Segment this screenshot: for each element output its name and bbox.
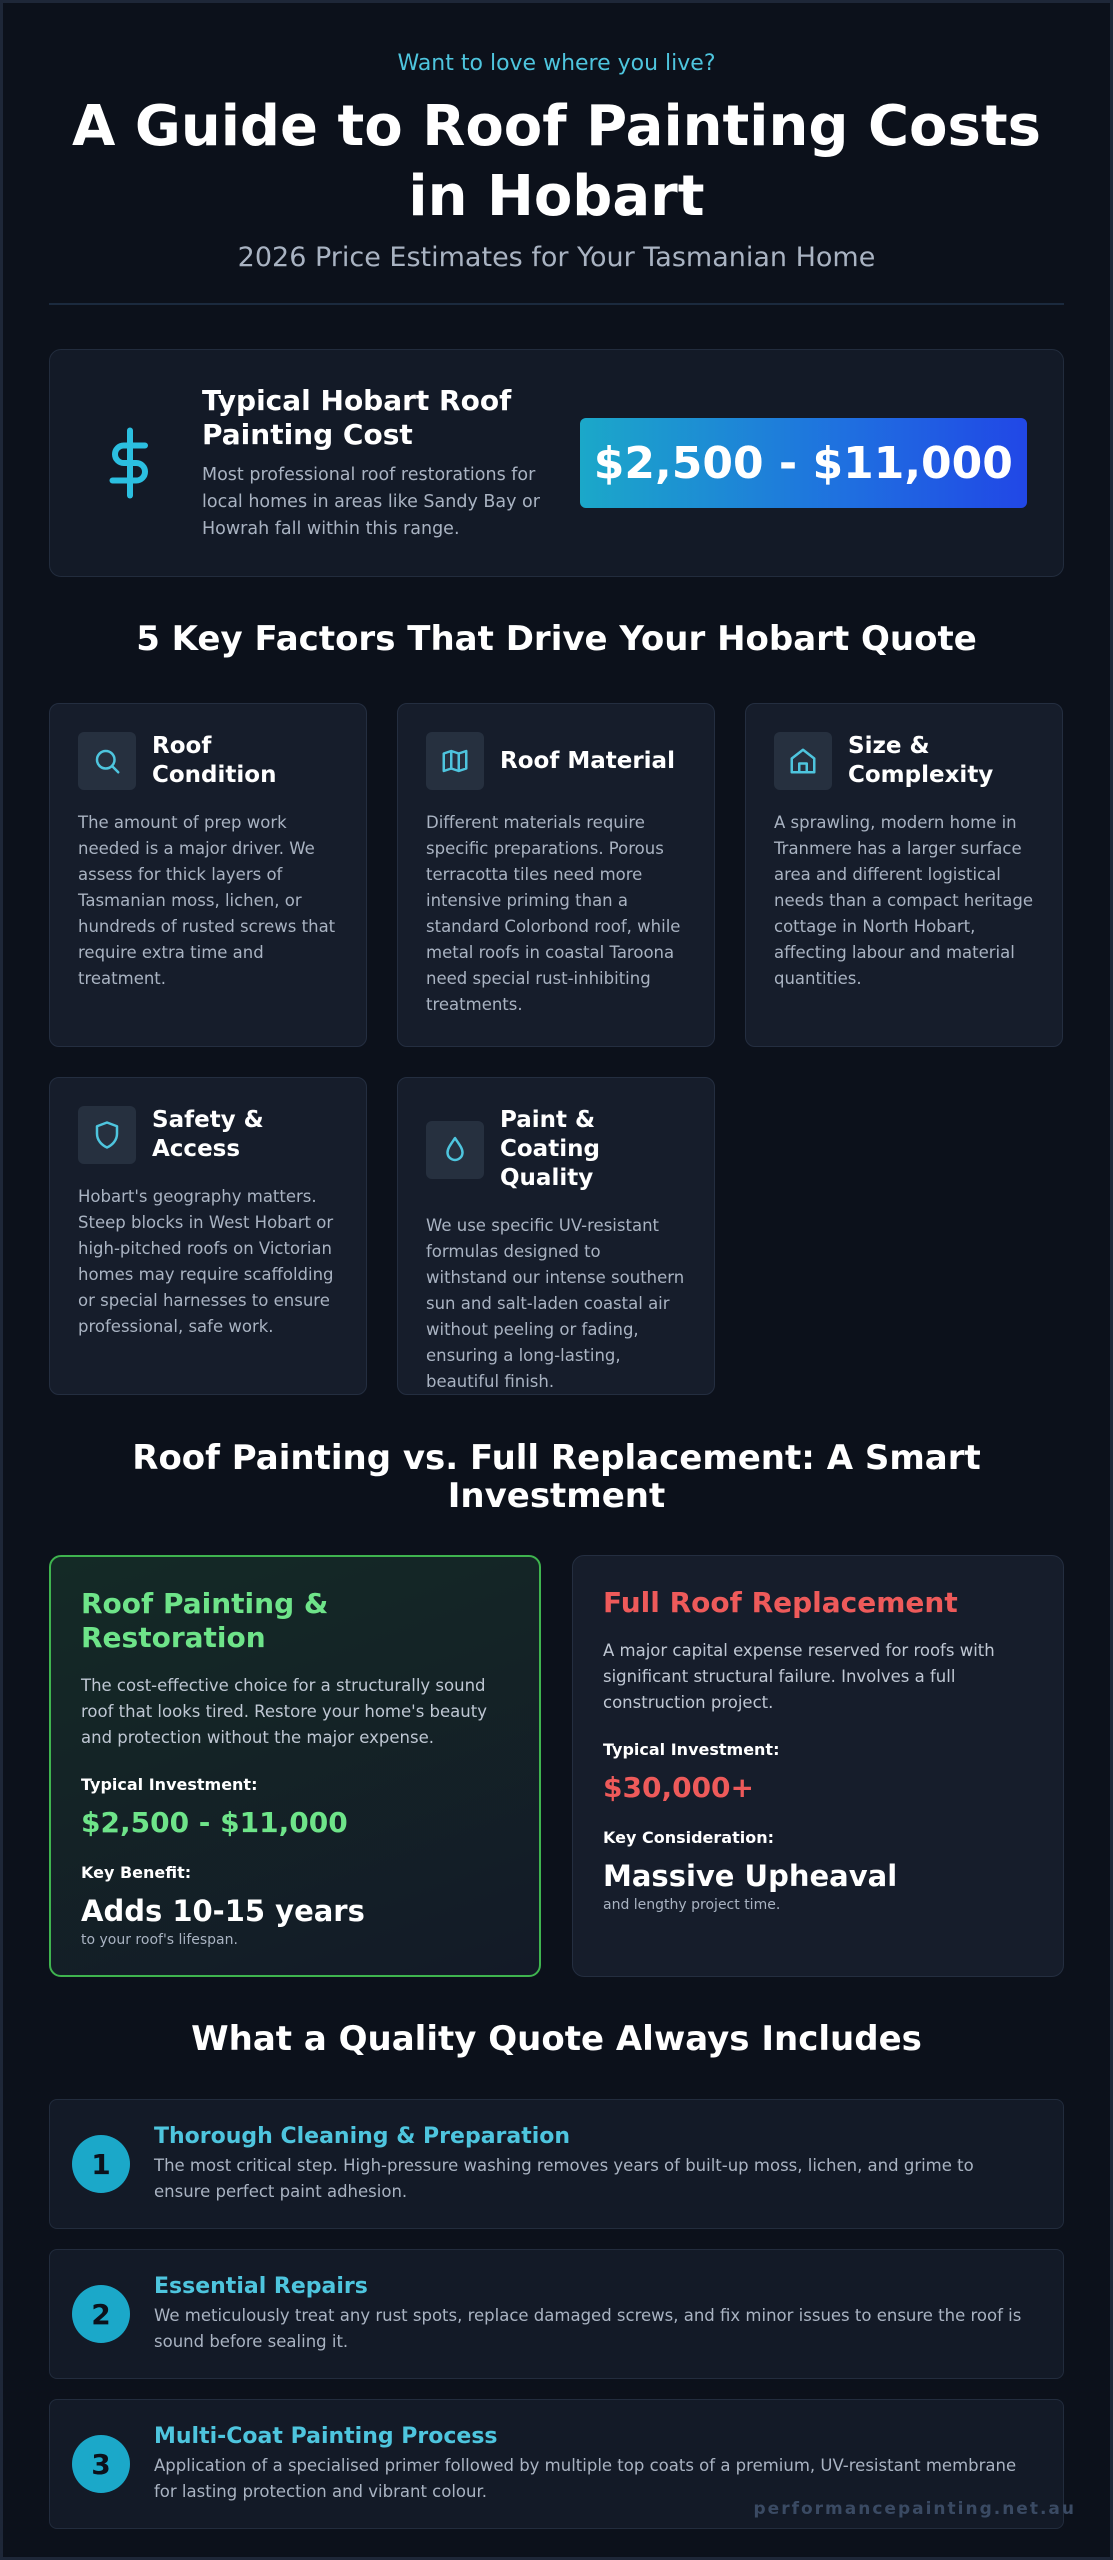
step-number: 2 [72,2285,130,2343]
factor-text: Different materials require specific preparations. Porous terracotta tiles need more intensive priming than a standard Colorbond roof, while metal roofs in coastal Taroona need special rust-inhibiting treatments. [426,813,681,1014]
step-title: Essential Repairs [154,2273,368,2299]
quote-heading: What a Quality Quote Always Includes [191,2019,922,2059]
page-title: A Guide to Roof Painting Costs in Hobart [72,94,1041,229]
cost-heading: Typical Hobart Roof Painting Cost [202,383,512,451]
benefit-label: Key Benefit: [81,1863,192,1882]
benefit-value: Adds 10-15 years [81,1894,365,1928]
factor-title: Roof Material [500,747,675,774]
factor-title: Paint & Coating Quality [500,1107,600,1191]
consideration-value: Massive Upheaval [603,1859,898,1893]
factor-title: Safety & Access [152,1107,264,1162]
cost-description: Most professional roof restorations for local homes in areas like Sandy Bay or Howrah fall within this range. [202,464,540,539]
investment-label: Typical Investment: [81,1775,258,1794]
shield-icon [78,1106,136,1164]
step-number: 3 [72,2435,130,2493]
step-text: We meticulously treat any rust spots, replace damaged screws, and fix minor issues to ensure the roof is sound before sealing it. [154,2305,1022,2351]
factor-text: We use specific UV-resistant formulas designed to withstand our intense southern sun and salt-laden coastal air without peeling or fading, ensuring a long-lasting, beautiful finish. [426,1216,685,1391]
step-number: 1 [72,2135,130,2193]
cost-range-badge: $2,500 - $11,000 [580,418,1027,508]
factors-heading: 5 Key Factors That Drive Your Hobart Quote [136,619,977,659]
card-title: Roof Painting & Restoration [81,1587,329,1654]
factor-card-safety-access [49,1077,367,1395]
consideration-note: and lengthy project time. [603,1897,781,1913]
full-replacement-card [572,1555,1064,1977]
card-description: A major capital expense reserved for roofs with significant structural failure. Involves a full construction project. [603,1641,995,1712]
map-icon [426,732,484,790]
quote-step [49,2249,1064,2379]
factor-text: Hobart's geography matters. Steep blocks in West Hobart or high-pitched roofs on Victorian homes may require scaffolding or special harnesses to ensure professional, safe work. [78,1187,334,1336]
painting-restoration-card [49,1555,541,1977]
divider [49,303,1064,305]
footer-website[interactable]: performancepainting.net.au [753,2499,1076,2519]
search-icon [78,732,136,790]
factors-row-1 [49,703,1064,1047]
benefit-note: to your roof's lifespan. [81,1932,238,1948]
step-title: Thorough Cleaning & Preparation [154,2123,571,2149]
factors-row-2 [49,1077,1064,1395]
card-title: Full Roof Replacement [603,1586,958,1619]
quote-step [49,2099,1064,2229]
factor-title: Size & Complexity [848,733,994,788]
eyebrow-text: Want to love where you live? [397,51,716,76]
home-icon [774,732,832,790]
page-subtitle: 2026 Price Estimates for Your Tasmanian Home [237,242,876,273]
factor-card-size-complexity [745,703,1063,1047]
factor-text: The amount of prep work needed is a major driver. We assess for thick layers of Tasmanian moss, lichen, or hundreds of rusted screws that require extra time and treatment. [78,813,336,988]
factor-title: Roof Condition [152,733,277,788]
quote-steps [49,2099,1064,2529]
factor-card-paint-quality [397,1077,715,1395]
typical-cost-card [49,349,1064,577]
step-title: Multi-Coat Painting Process [154,2423,498,2449]
dollar-icon [90,423,170,503]
step-text: The most critical step. High-pressure washing removes years of built-up moss, lichen, and grime to ensure perfect paint adhesion. [154,2155,974,2201]
consideration-label: Key Consideration: [603,1828,775,1847]
factor-card-roof-material [397,703,715,1047]
factor-text: A sprawling, modern home in Tranmere has a larger surface area and different logistical needs than a compact heritage cottage in North Hobart, affecting labour and material quantities. [774,813,1033,988]
step-text: Application of a specialised primer followed by multiple top coats of a premium, UV-resistant membrane for lasting protection and vibrant colour. [154,2455,1017,2501]
investment-label: Typical Investment: [603,1740,780,1759]
investment-value: $2,500 - $11,000 [81,1806,348,1839]
card-description: The cost-effective choice for a structurally sound roof that looks tired. Restore your home's beauty and protection without the major expense. [81,1676,487,1747]
droplet-icon [426,1121,484,1179]
investment-value: $30,000+ [603,1771,754,1804]
comparison-cards [49,1555,1064,1977]
factor-card-roof-condition [49,703,367,1047]
compare-heading: Roof Painting vs. Full Replacement: A Smart Investment [132,1438,981,1516]
